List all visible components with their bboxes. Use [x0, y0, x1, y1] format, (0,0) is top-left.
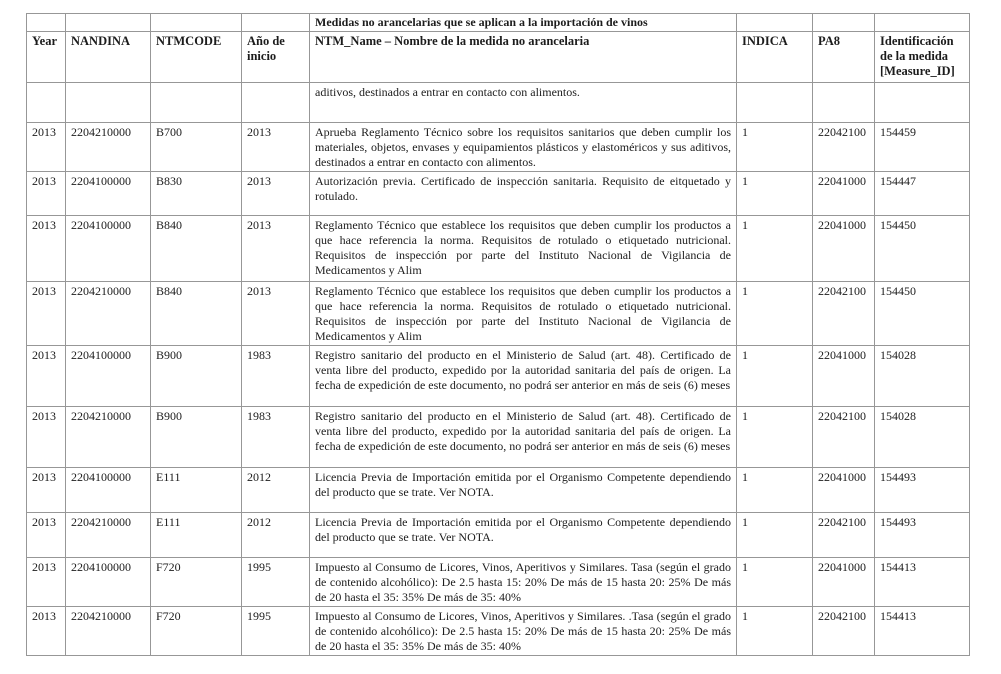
cell-ntm-name: Licencia Previa de Importación emitida por el Organismo Competente dependiendo del producto que se trate. Ver NOTA. [310, 468, 737, 513]
cell-year: 2013 [27, 172, 66, 216]
table-row [27, 83, 970, 123]
cell-ntm-name: Registro sanitario del producto en el Ministerio de Salud (art. 48). Certificado de venta libre del producto, expedido por la autoridad sanitaria del país de origen. La fecha de expedición de este documento, no podrá ser anterior en más de seis (6) meses [310, 346, 737, 407]
table-row [27, 558, 970, 607]
header-row [27, 32, 970, 83]
cell-pa8: 22042100 [813, 607, 875, 656]
cell-year: 2013 [27, 216, 66, 282]
cell-ano-inicio: 2013 [242, 216, 310, 282]
cell-nandina: 2204210000 [66, 513, 151, 558]
banner-empty-cell [737, 14, 813, 32]
cell-year: 2013 [27, 558, 66, 607]
cell-pa8 [813, 83, 875, 123]
cell-measure-id: 154450 [875, 282, 970, 346]
cell-ano-inicio: 2012 [242, 513, 310, 558]
column-header-ntm-name: NTM_Name – Nombre de la medida no arancelaria [310, 32, 737, 83]
table-row [27, 346, 970, 407]
cell-year: 2013 [27, 468, 66, 513]
cell-ano-inicio: 1995 [242, 558, 310, 607]
cell-ano-inicio [242, 83, 310, 123]
cell-ntm-name: Registro sanitario del producto en el Ministerio de Salud (art. 48). Certificado de venta libre del producto, expedido por la autoridad sanitaria del país de origen. La fecha de expedición de este documento, no podrá ser anterior en más de seis (6) meses [310, 407, 737, 468]
cell-indica: 1 [737, 558, 813, 607]
cell-ano-inicio: 2013 [242, 123, 310, 172]
column-header-ano-inicio: Año de inicio [242, 32, 310, 83]
cell-ano-inicio: 2012 [242, 468, 310, 513]
banner-empty-cell [27, 14, 66, 32]
cell-ntmcode: B700 [151, 123, 242, 172]
cell-pa8: 22041000 [813, 558, 875, 607]
cell-pa8: 22041000 [813, 172, 875, 216]
cell-ntm-name: Autorización previa. Certificado de inspección sanitaria. Requisito de eitquetado y rotulado. [310, 172, 737, 216]
cell-ntm-name: aditivos, destinados a entrar en contacto con alimentos. [310, 83, 737, 123]
cell-indica: 1 [737, 513, 813, 558]
cell-year: 2013 [27, 407, 66, 468]
cell-measure-id: 154450 [875, 216, 970, 282]
cell-indica: 1 [737, 282, 813, 346]
banner-empty-cell [151, 14, 242, 32]
cell-nandina: 2204100000 [66, 346, 151, 407]
cell-indica: 1 [737, 607, 813, 656]
cell-measure-id: 154028 [875, 346, 970, 407]
cell-ntm-name: Reglamento Técnico que establece los requisitos que deben cumplir los productos a que hace referencia la norma. Requisitos de rotulado o etiquetado nutricional. Requisitos de inspección por parte del Instituto Nacional de Vigilancia de Medicamentos y Alim [310, 282, 737, 346]
cell-indica: 1 [737, 172, 813, 216]
cell-pa8: 22041000 [813, 468, 875, 513]
table-row [27, 216, 970, 282]
cell-pa8: 22042100 [813, 407, 875, 468]
cell-nandina: 2204210000 [66, 407, 151, 468]
cell-ntmcode: B840 [151, 282, 242, 346]
cell-year: 2013 [27, 123, 66, 172]
cell-ano-inicio: 1983 [242, 346, 310, 407]
cell-measure-id: 154028 [875, 407, 970, 468]
cell-year: 2013 [27, 346, 66, 407]
cell-indica: 1 [737, 346, 813, 407]
cell-pa8: 22041000 [813, 346, 875, 407]
cell-ano-inicio: 2013 [242, 282, 310, 346]
cell-ano-inicio: 1983 [242, 407, 310, 468]
cell-year [27, 83, 66, 123]
banner-empty-cell [875, 14, 970, 32]
table-row [27, 172, 970, 216]
cell-measure-id: 154459 [875, 123, 970, 172]
column-header-year: Year [27, 32, 66, 83]
column-header-pa8: PA8 [813, 32, 875, 83]
table-row [27, 468, 970, 513]
cell-measure-id: 154447 [875, 172, 970, 216]
cell-ano-inicio: 1995 [242, 607, 310, 656]
table-row [27, 407, 970, 468]
cell-ntmcode: F720 [151, 558, 242, 607]
column-header-ntmcode: NTMCODE [151, 32, 242, 83]
banner-empty-cell [66, 14, 151, 32]
table-row [27, 513, 970, 558]
cell-pa8: 22042100 [813, 123, 875, 172]
cell-measure-id: 154413 [875, 607, 970, 656]
cell-nandina: 2204210000 [66, 123, 151, 172]
cell-measure-id: 154493 [875, 468, 970, 513]
cell-pa8: 22041000 [813, 216, 875, 282]
cell-measure-id [875, 83, 970, 123]
banner-row [27, 14, 970, 32]
cell-ntmcode [151, 83, 242, 123]
cell-measure-id: 154413 [875, 558, 970, 607]
banner-empty-cell [242, 14, 310, 32]
cell-ntm-name: Impuesto al Consumo de Licores, Vinos, Aperitivos y Similares. Tasa (según el grado de contenido alcohólico): De 2.5 hasta 15: 20% De más de 15 hasta 20: 25% De más de 20 hasta el 35: 35% De más de 35: 40% [310, 558, 737, 607]
cell-ntmcode: E111 [151, 513, 242, 558]
table-body [27, 83, 970, 656]
table-title: Medidas no arancelarias que se aplican a la importación de vinos [310, 14, 737, 32]
cell-ntm-name: Licencia Previa de Importación emitida por el Organismo Competente dependiendo del producto que se trate. Ver NOTA. [310, 513, 737, 558]
cell-ntm-name: Aprueba Reglamento Técnico sobre los requisitos sanitarios que deben cumplir los materiales, objetos, envases y equipamientos plásticos y elastoméricos y sus aditivos, destinados a entrar en contacto con alimentos. [310, 123, 737, 172]
cell-ntm-name: Reglamento Técnico que establece los requisitos que deben cumplir los productos a que hace referencia la norma. Requisitos de rotulado o etiquetado nutricional. Requisitos de inspección por parte del Instituto Nacional de Vigilancia de Medicamentos y Alim [310, 216, 737, 282]
table-row [27, 607, 970, 656]
cell-year: 2013 [27, 513, 66, 558]
table-row [27, 123, 970, 172]
cell-indica: 1 [737, 123, 813, 172]
cell-ntmcode: F720 [151, 607, 242, 656]
cell-nandina: 2204210000 [66, 607, 151, 656]
cell-measure-id: 154493 [875, 513, 970, 558]
cell-indica: 1 [737, 216, 813, 282]
cell-nandina: 2204100000 [66, 468, 151, 513]
cell-ntm-name: Impuesto al Consumo de Licores, Vinos, Aperitivos y Similares. .Tasa (según el grado de contenido alcohólico): De 2.5 hasta 15: 20% De más de 15 hasta 20: 25% De más de 20 hasta el 35: 35% De más de 35: 40% [310, 607, 737, 656]
column-header-nandina: NANDINA [66, 32, 151, 83]
cell-indica: 1 [737, 468, 813, 513]
cell-ntmcode: B900 [151, 346, 242, 407]
table-head [27, 14, 970, 83]
cell-year: 2013 [27, 607, 66, 656]
cell-nandina: 2204100000 [66, 558, 151, 607]
cell-ntmcode: B900 [151, 407, 242, 468]
cell-indica: 1 [737, 407, 813, 468]
cell-pa8: 22042100 [813, 282, 875, 346]
banner-empty-cell [813, 14, 875, 32]
cell-year: 2013 [27, 282, 66, 346]
ntm-measures-table [26, 13, 970, 656]
column-header-indica: INDICA [737, 32, 813, 83]
cell-ntmcode: E111 [151, 468, 242, 513]
cell-nandina: 2204210000 [66, 282, 151, 346]
cell-nandina: 2204100000 [66, 216, 151, 282]
cell-nandina: 2204100000 [66, 172, 151, 216]
cell-nandina [66, 83, 151, 123]
cell-pa8: 22042100 [813, 513, 875, 558]
table-row [27, 282, 970, 346]
cell-ntmcode: B840 [151, 216, 242, 282]
cell-indica [737, 83, 813, 123]
column-header-measure-id: Identificación de la medida [Measure_ID] [875, 32, 970, 83]
cell-ano-inicio: 2013 [242, 172, 310, 216]
cell-ntmcode: B830 [151, 172, 242, 216]
